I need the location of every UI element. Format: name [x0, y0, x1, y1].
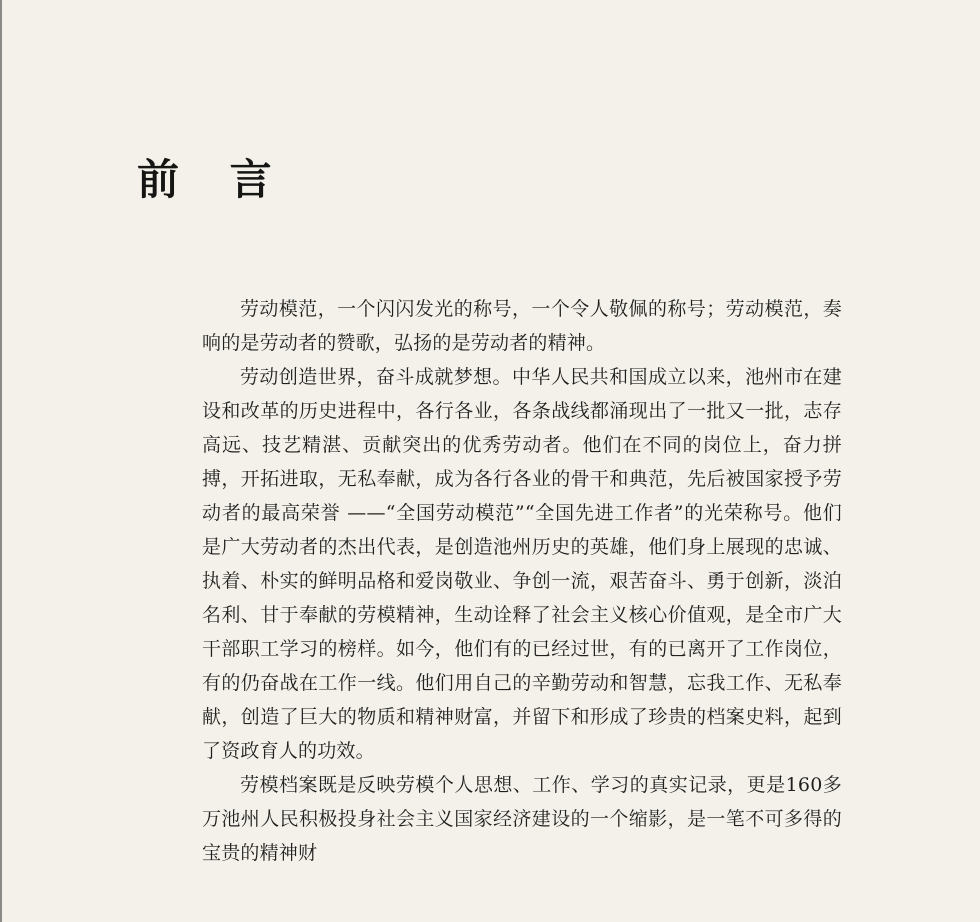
page-edge-line: [0, 0, 2, 922]
paragraph-2: 劳动创造世界，奋斗成就梦想。中华人民共和国成立以来，池州市在建设和改革的历史进程中，各行各业，各条战线都涌现出了一批又一批，志存高远、技艺精湛、贡献突出的优秀劳动者。他们在不同的岗位上，奋力拼搏，开拓进取，无私奉献，成为各行各业的骨干和典范，先后被国家授予劳动者的最高荣誉 ——“全国劳动模范”“全国先进工作者”的光荣称号。他们是广大劳动者的杰出代表，是创造池州历史的英雄，他们身上展现的忠诚、执着、朴实的鲜明品格和爱岗敬业、争创一流，艰苦奋斗、勇于创新，淡泊名利、甘于奉献的劳模精神，生动诠释了社会主义核心价值观，是全市广大干部职工学习的榜样。如今，他们有的已经过世，有的已离开了工作岗位，有的仍奋战在工作一线。他们用自己的辛勤劳动和智慧，忘我工作、无私奉献，创造了巨大的物质和精神财富，并留下和形成了珍贵的档案史料，起到了资政育人的功效。: [202, 366, 842, 762]
paragraph-1: 劳动模范，一个闪闪发光的称号，一个令人敬佩的称号；劳动模范，奏响的是劳动者的赞歌，弘扬的是劳动者的精神。: [202, 298, 842, 354]
body-text: [202, 292, 842, 870]
page-title: 前 言: [137, 155, 290, 204]
paragraph-3: 劳模档案既是反映劳模个人思想、工作、学习的真实记录，更是160多万池州人民积极投身社会主义国家经济建设的一个缩影，是一笔不可多得的宝贵的精神财: [202, 774, 842, 864]
